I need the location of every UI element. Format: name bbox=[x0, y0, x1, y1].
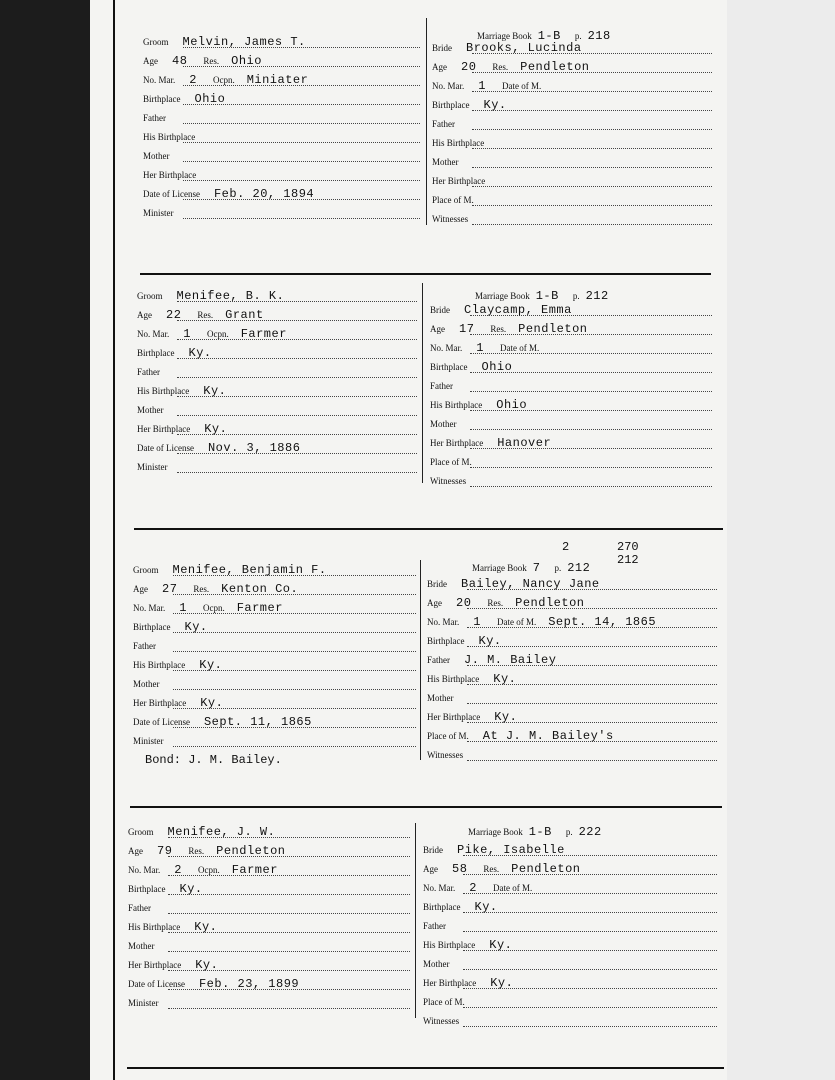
groom-birthplace-row bbox=[137, 347, 417, 359]
groom-age-row bbox=[143, 55, 420, 67]
bride-res-label: Res. bbox=[487, 598, 504, 608]
bride-mother-row bbox=[430, 418, 712, 430]
groom-her-birthplace-value: Ky. bbox=[200, 696, 224, 710]
bride-res-label: Res. bbox=[483, 864, 500, 874]
groom-birthplace-label: Birthplace bbox=[133, 622, 171, 632]
groom-ocpn-label: Ocpn. bbox=[202, 603, 225, 613]
groom-date-of-license-label: Date of License bbox=[137, 443, 194, 453]
groom-minister-label: Minister bbox=[143, 208, 174, 218]
groom-date-of-license-value: Feb. 20, 1894 bbox=[213, 187, 315, 201]
bride-his-birthplace-row bbox=[432, 137, 712, 149]
bride-bride-row bbox=[427, 578, 717, 590]
groom-minister-row bbox=[133, 735, 416, 747]
groom-minister-label: Minister bbox=[128, 998, 159, 1008]
bride-his-birthplace-label: His Birthplace bbox=[423, 940, 476, 950]
groom-age-value: 27 bbox=[162, 582, 178, 596]
groom-birthplace-row bbox=[143, 93, 420, 105]
groom-minister-row bbox=[143, 207, 420, 219]
bride-age-row bbox=[423, 863, 717, 875]
groom-his-birthplace-label: His Birthplace bbox=[137, 386, 190, 396]
groom-no_mar-label: No. Mar. bbox=[128, 865, 161, 875]
groom-groom-value: Menifee, Benjamin F. bbox=[172, 563, 327, 577]
bride-place-of-m-value: At J. M. Bailey's bbox=[482, 729, 614, 743]
groom-father-row bbox=[143, 112, 420, 124]
groom-res-value: Ohio bbox=[231, 54, 262, 68]
bride-bride-label: Bride bbox=[430, 305, 450, 315]
bride-her-birthplace-value: Ky. bbox=[490, 976, 514, 990]
marriage-book-header bbox=[468, 826, 602, 838]
bride-mother-row bbox=[427, 692, 717, 704]
marriage-book-label: Marriage Book bbox=[468, 827, 523, 837]
bride-res-value: Pendleton bbox=[518, 322, 588, 336]
groom-mother-row bbox=[137, 404, 417, 416]
bride-bride-label: Bride bbox=[432, 43, 452, 53]
bride-birthplace-label: Birthplace bbox=[427, 636, 465, 646]
groom-no_mar-row bbox=[137, 328, 417, 340]
bride-witnesses-row bbox=[427, 749, 717, 761]
bride-bride-label: Bride bbox=[423, 845, 443, 855]
groom-his-birthplace-value: Ky. bbox=[194, 920, 218, 934]
bride-bride-row bbox=[423, 844, 717, 856]
bride-no_mar-label: No. Mar. bbox=[430, 343, 463, 353]
groom-age-label: Age bbox=[128, 846, 143, 856]
bride-her-birthplace-row bbox=[432, 175, 712, 187]
groom-res-value: Grant bbox=[225, 308, 264, 322]
groom-her-birthplace-label: Her Birthplace bbox=[137, 424, 191, 434]
page-correction-note: 270 bbox=[617, 540, 639, 554]
marriage-book-header bbox=[475, 290, 609, 302]
groom-father-label: Father bbox=[128, 903, 151, 913]
bride-place-of-m-row bbox=[432, 194, 712, 206]
groom-his-birthplace-row bbox=[133, 659, 416, 671]
bride-mother-label: Mother bbox=[430, 419, 457, 429]
bride-date_of_m-value: Sept. 14, 1865 bbox=[548, 615, 657, 629]
bride-mother-label: Mother bbox=[427, 693, 454, 703]
bride-birthplace-value: Ohio bbox=[481, 360, 513, 374]
groom-no_mar-row bbox=[143, 74, 420, 86]
groom-father-label: Father bbox=[143, 113, 166, 123]
groom-age-row bbox=[137, 309, 417, 321]
bride-mother-label: Mother bbox=[432, 157, 459, 167]
bride-her-birthplace-value: Hanover bbox=[497, 436, 552, 450]
groom-no_mar-value: 2 bbox=[189, 73, 197, 87]
groom-groom-row bbox=[143, 36, 420, 48]
groom-age-value: 48 bbox=[172, 54, 188, 68]
bride-no_mar-row bbox=[423, 882, 717, 894]
bride-witnesses-label: Witnesses bbox=[432, 214, 469, 224]
groom-birthplace-label: Birthplace bbox=[128, 884, 166, 894]
groom-birthplace-row bbox=[133, 621, 416, 633]
bride-res-label: Res. bbox=[490, 324, 507, 334]
groom-birthplace-row bbox=[128, 883, 410, 895]
groom-date-of-license-row bbox=[137, 442, 417, 454]
groom-his-birthplace-row bbox=[143, 131, 420, 143]
groom-minister-row bbox=[128, 997, 410, 1009]
bride-father-value: J. M. Bailey bbox=[464, 653, 557, 667]
groom-groom-label: Groom bbox=[143, 37, 169, 47]
groom-date-of-license-label: Date of License bbox=[133, 717, 190, 727]
bride-birthplace-value: Ky. bbox=[474, 900, 498, 914]
bride-no_mar-row bbox=[430, 342, 712, 354]
marriage-book-header bbox=[477, 30, 611, 42]
bride-date_of_m-label: Date of M. bbox=[501, 81, 542, 91]
groom-date-of-license-row bbox=[133, 716, 416, 728]
groom-mother-row bbox=[133, 678, 416, 690]
bride-mother-row bbox=[432, 156, 712, 168]
groom-her-birthplace-label: Her Birthplace bbox=[128, 960, 182, 970]
bride-her-birthplace-label: Her Birthplace bbox=[423, 978, 477, 988]
bride-his-birthplace-label: His Birthplace bbox=[432, 138, 485, 148]
groom-her-birthplace-label: Her Birthplace bbox=[133, 698, 187, 708]
bride-mother-label: Mother bbox=[423, 959, 450, 969]
groom-mother-label: Mother bbox=[143, 151, 170, 161]
page-label: p. bbox=[565, 827, 573, 837]
groom-mother-row bbox=[143, 150, 420, 162]
groom-birthplace-value: Ky. bbox=[184, 620, 208, 634]
groom-res-label: Res. bbox=[203, 56, 220, 66]
groom-no_mar-label: No. Mar. bbox=[133, 603, 166, 613]
groom-ocpn-label: Ocpn. bbox=[197, 865, 220, 875]
bride-res-value: Pendleton bbox=[511, 862, 581, 876]
bride-father-row bbox=[432, 118, 712, 130]
groom-ocpn-value: Farmer bbox=[231, 863, 278, 877]
bride-his-birthplace-row bbox=[430, 399, 712, 411]
bride-her-birthplace-label: Her Birthplace bbox=[432, 176, 486, 186]
bride-father-row bbox=[427, 654, 717, 666]
column-divider bbox=[415, 823, 416, 1018]
groom-no_mar-row bbox=[133, 602, 416, 614]
page-value: 218 bbox=[587, 29, 611, 43]
groom-no_mar-row bbox=[128, 864, 410, 876]
bride-bride-value: Bailey, Nancy Jane bbox=[461, 577, 600, 591]
bride-father-label: Father bbox=[432, 119, 455, 129]
groom-res-label: Res. bbox=[197, 310, 214, 320]
groom-father-row bbox=[137, 366, 417, 378]
bride-age-label: Age bbox=[423, 864, 438, 874]
groom-mother-row bbox=[128, 940, 410, 952]
bride-age-value: 20 bbox=[461, 60, 477, 74]
bride-bride-value: Claycamp, Emma bbox=[464, 303, 572, 317]
bride-age-value: 17 bbox=[459, 322, 475, 336]
groom-father-row bbox=[128, 902, 410, 914]
groom-ocpn-value: Miniater bbox=[246, 73, 309, 87]
bride-no_mar-row bbox=[427, 616, 717, 628]
groom-res-value: Pendleton bbox=[216, 844, 286, 858]
bride-age-row bbox=[430, 323, 712, 335]
page-value: 212 bbox=[567, 561, 591, 575]
bride-age-label: Age bbox=[432, 62, 447, 72]
marriage-book-value: 1-B bbox=[537, 29, 561, 43]
marriage-book-label: Marriage Book bbox=[477, 31, 532, 41]
bride-no_mar-label: No. Mar. bbox=[427, 617, 460, 627]
bride-no_mar-value: 1 bbox=[478, 79, 486, 93]
groom-minister-label: Minister bbox=[137, 462, 168, 472]
page-label: p. bbox=[572, 291, 580, 301]
groom-father-row bbox=[133, 640, 416, 652]
bride-res-value: Pendleton bbox=[520, 60, 590, 74]
groom-his-birthplace-value: Ky. bbox=[199, 658, 223, 672]
groom-minister-row bbox=[137, 461, 417, 473]
bride-her-birthplace-label: Her Birthplace bbox=[430, 438, 484, 448]
bride-bride-row bbox=[432, 42, 712, 54]
groom-her-birthplace-value: Ky. bbox=[195, 958, 219, 972]
groom-date-of-license-row bbox=[143, 188, 420, 200]
groom-res-label: Res. bbox=[193, 584, 210, 594]
groom-his-birthplace-label: His Birthplace bbox=[128, 922, 181, 932]
groom-father-label: Father bbox=[133, 641, 156, 651]
groom-her-birthplace-row bbox=[143, 169, 420, 181]
bride-birthplace-row bbox=[423, 901, 717, 913]
bride-place-of-m-row bbox=[427, 730, 717, 742]
groom-his-birthplace-row bbox=[128, 921, 410, 933]
bride-bride-row bbox=[430, 304, 712, 316]
bride-mother-row bbox=[423, 958, 717, 970]
bride-father-row bbox=[423, 920, 717, 932]
marriage-book-label: Marriage Book bbox=[475, 291, 530, 301]
bride-witnesses-row bbox=[430, 475, 712, 487]
groom-groom-row bbox=[133, 564, 416, 576]
groom-his-birthplace-value: Ky. bbox=[203, 384, 227, 398]
groom-mother-label: Mother bbox=[133, 679, 160, 689]
groom-her-birthplace-row bbox=[137, 423, 417, 435]
bride-his-birthplace-row bbox=[423, 939, 717, 951]
column-divider bbox=[422, 283, 423, 483]
marriage-book-value: 1-B bbox=[528, 825, 552, 839]
groom-groom-label: Groom bbox=[137, 291, 163, 301]
bride-no_mar-value: 2 bbox=[469, 881, 477, 895]
groom-age-value: 79 bbox=[157, 844, 173, 858]
groom-ocpn-label: Ocpn. bbox=[206, 329, 229, 339]
groom-her-birthplace-label: Her Birthplace bbox=[143, 170, 197, 180]
bride-witnesses-row bbox=[423, 1015, 717, 1027]
page-value: 212 bbox=[585, 289, 609, 303]
page-label: p. bbox=[574, 31, 582, 41]
groom-his-birthplace-label: His Birthplace bbox=[133, 660, 186, 670]
bride-age-value: 20 bbox=[456, 596, 472, 610]
bride-his-birthplace-value: Ohio bbox=[496, 398, 528, 412]
bride-birthplace-label: Birthplace bbox=[432, 100, 470, 110]
groom-groom-row bbox=[137, 290, 417, 302]
groom-her-birthplace-row bbox=[133, 697, 416, 709]
bride-her-birthplace-row bbox=[430, 437, 712, 449]
marriage-book-value: 7 bbox=[532, 561, 541, 575]
marriage-book-label: Marriage Book bbox=[472, 563, 527, 573]
groom-age-value: 22 bbox=[166, 308, 182, 322]
bride-bride-label: Bride bbox=[427, 579, 447, 589]
bride-birthplace-row bbox=[432, 99, 712, 111]
groom-date-of-license-value: Sept. 11, 1865 bbox=[203, 715, 312, 729]
bride-age-label: Age bbox=[430, 324, 445, 334]
groom-age-label: Age bbox=[143, 56, 158, 66]
bride-age-label: Age bbox=[427, 598, 442, 608]
bride-witnesses-label: Witnesses bbox=[427, 750, 464, 760]
groom-date-of-license-value: Nov. 3, 1886 bbox=[207, 441, 301, 455]
groom-mother-label: Mother bbox=[128, 941, 155, 951]
bride-no_mar-label: No. Mar. bbox=[423, 883, 456, 893]
page-binding-line bbox=[113, 0, 115, 1080]
bride-birthplace-row bbox=[430, 361, 712, 373]
bride-no_mar-value: 1 bbox=[476, 341, 484, 355]
bride-bride-value: Brooks, Lucinda bbox=[466, 41, 582, 55]
groom-groom-label: Groom bbox=[128, 827, 154, 837]
bride-her-birthplace-row bbox=[423, 977, 717, 989]
groom-her-birthplace-row bbox=[128, 959, 410, 971]
groom-no_mar-value: 1 bbox=[179, 601, 187, 615]
column-divider bbox=[426, 18, 427, 225]
book-correction-note: 2 bbox=[562, 540, 570, 554]
bride-his-birthplace-label: His Birthplace bbox=[427, 674, 480, 684]
groom-groom-value: Melvin, James T. bbox=[182, 35, 306, 49]
bride-his-birthplace-label: His Birthplace bbox=[430, 400, 483, 410]
bride-age-row bbox=[432, 61, 712, 73]
groom-minister-label: Minister bbox=[133, 736, 164, 746]
groom-no_mar-label: No. Mar. bbox=[137, 329, 170, 339]
bride-place-of-m-row bbox=[423, 996, 717, 1008]
groom-groom-value: Menifee, B. K. bbox=[176, 289, 285, 303]
groom-no_mar-label: No. Mar. bbox=[143, 75, 176, 85]
bride-place-of-m-label: Place of M. bbox=[432, 195, 474, 205]
page-value: 222 bbox=[578, 825, 602, 839]
groom-groom-label: Groom bbox=[133, 565, 159, 575]
bride-birthplace-label: Birthplace bbox=[430, 362, 468, 372]
record-separator bbox=[140, 273, 711, 275]
groom-her-birthplace-value: Ky. bbox=[204, 422, 228, 436]
bride-age-value: 58 bbox=[452, 862, 468, 876]
bride-witnesses-label: Witnesses bbox=[423, 1016, 460, 1026]
groom-date-of-license-label: Date of License bbox=[128, 979, 185, 989]
bride-his-birthplace-row bbox=[427, 673, 717, 685]
bride-birthplace-label: Birthplace bbox=[423, 902, 461, 912]
scan-border-left bbox=[0, 0, 90, 1080]
groom-no_mar-value: 2 bbox=[174, 863, 182, 877]
groom-groom-value: Menifee, J. W. bbox=[167, 825, 276, 839]
bride-birthplace-value: Ky. bbox=[483, 98, 507, 112]
groom-father-label: Father bbox=[137, 367, 160, 377]
scan-border-right bbox=[727, 0, 835, 1080]
groom-res-label: Res. bbox=[188, 846, 205, 856]
groom-date-of-license-value: Feb. 23, 1899 bbox=[198, 977, 300, 991]
groom-birthplace-value: Ohio bbox=[194, 92, 226, 106]
groom-birthplace-value: Ky. bbox=[179, 882, 203, 896]
column-divider bbox=[420, 560, 421, 760]
groom-age-row bbox=[128, 845, 410, 857]
bride-birthplace-row bbox=[427, 635, 717, 647]
groom-res-value: Kenton Co. bbox=[221, 582, 299, 596]
groom-his-birthplace-row bbox=[137, 385, 417, 397]
bride-place-of-m-label: Place of M. bbox=[423, 997, 465, 1007]
groom-birthplace-label: Birthplace bbox=[137, 348, 175, 358]
bride-no_mar-row bbox=[432, 80, 712, 92]
groom-birthplace-value: Ky. bbox=[188, 346, 212, 360]
marriage-book-value: 1-B bbox=[535, 289, 559, 303]
bride-witnesses-row bbox=[432, 213, 712, 225]
groom-date-of-license-row bbox=[128, 978, 410, 990]
groom-ocpn-label: Ocpn. bbox=[212, 75, 235, 85]
bride-her-birthplace-label: Her Birthplace bbox=[427, 712, 481, 722]
bride-no_mar-label: No. Mar. bbox=[432, 81, 465, 91]
bride-father-label: Father bbox=[423, 921, 446, 931]
page-label: p. bbox=[554, 563, 562, 573]
groom-age-label: Age bbox=[133, 584, 148, 594]
page-correction-note-2: 212 bbox=[617, 553, 639, 567]
bride-res-value: Pendleton bbox=[515, 596, 585, 610]
bride-place-of-m-label: Place of M. bbox=[430, 457, 472, 467]
groom-ocpn-value: Farmer bbox=[236, 601, 283, 615]
record-separator bbox=[130, 806, 722, 808]
groom-ocpn-value: Farmer bbox=[240, 327, 287, 341]
bride-place-of-m-row bbox=[430, 456, 712, 468]
bride-her-birthplace-value: Ky. bbox=[494, 710, 518, 724]
groom-no_mar-value: 1 bbox=[183, 327, 191, 341]
bride-birthplace-value: Ky. bbox=[478, 634, 502, 648]
bride-witnesses-label: Witnesses bbox=[430, 476, 467, 486]
record-separator bbox=[134, 528, 723, 530]
bride-bride-value: Pike, Isabelle bbox=[457, 843, 565, 857]
record-separator bbox=[127, 1067, 724, 1069]
bride-place-of-m-label: Place of M. bbox=[427, 731, 469, 741]
bride-father-label: Father bbox=[427, 655, 450, 665]
groom-groom-row bbox=[128, 826, 410, 838]
bride-father-row bbox=[430, 380, 712, 392]
bond-note: Bond: J. M. Bailey. bbox=[145, 753, 282, 767]
groom-age-row bbox=[133, 583, 416, 595]
bride-his-birthplace-value: Ky. bbox=[489, 938, 513, 952]
bride-date_of_m-label: Date of M. bbox=[496, 617, 537, 627]
groom-mother-label: Mother bbox=[137, 405, 164, 415]
marriage-book-header bbox=[472, 562, 590, 574]
groom-his-birthplace-label: His Birthplace bbox=[143, 132, 196, 142]
bride-age-row bbox=[427, 597, 717, 609]
groom-age-label: Age bbox=[137, 310, 152, 320]
bride-no_mar-value: 1 bbox=[473, 615, 481, 629]
bride-father-label: Father bbox=[430, 381, 453, 391]
bride-res-label: Res. bbox=[492, 62, 509, 72]
groom-date-of-license-label: Date of License bbox=[143, 189, 200, 199]
bride-his-birthplace-value: Ky. bbox=[493, 672, 517, 686]
bride-date_of_m-label: Date of M. bbox=[492, 883, 533, 893]
bride-her-birthplace-row bbox=[427, 711, 717, 723]
bride-date_of_m-label: Date of M. bbox=[499, 343, 540, 353]
groom-birthplace-label: Birthplace bbox=[143, 94, 181, 104]
